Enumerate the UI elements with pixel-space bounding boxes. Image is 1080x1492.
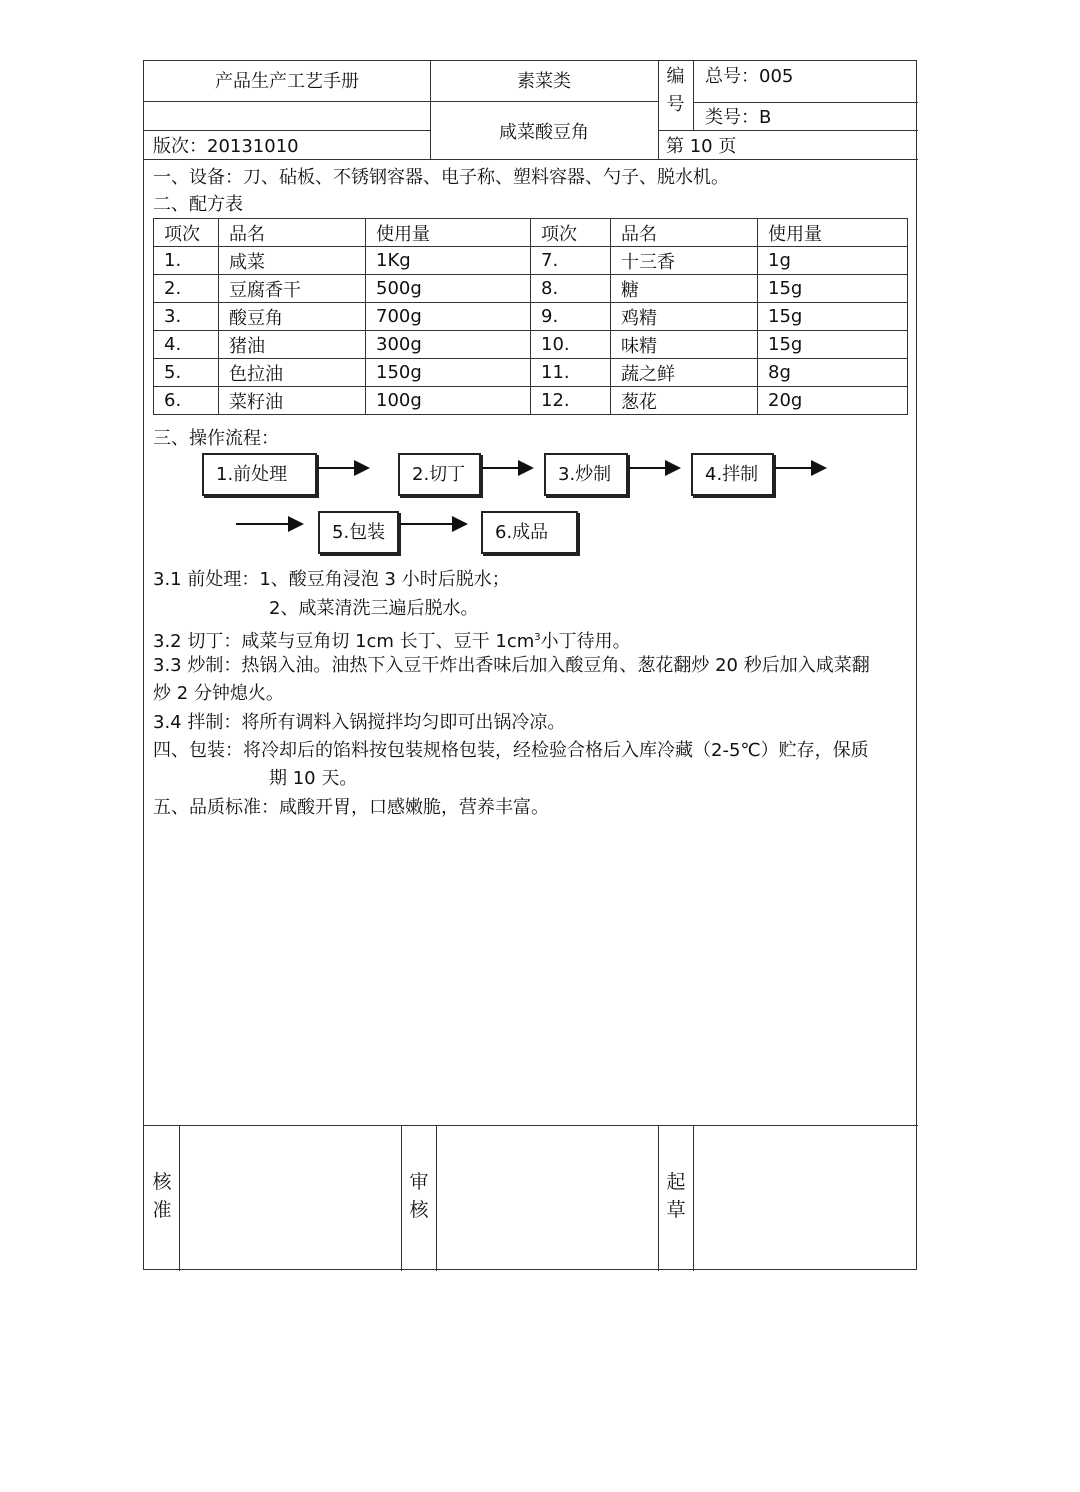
table-row bbox=[154, 387, 908, 415]
header-cell: 项次 bbox=[154, 219, 219, 247]
packaging-line: 四、包装：将冷却后的馅料按包装规格包装，经检验合格后入库冷藏（2-5℃）贮存，保质 bbox=[153, 740, 869, 761]
ingredient-name: 猪油 bbox=[219, 331, 366, 359]
review-signature-field[interactable] bbox=[437, 1126, 657, 1270]
flow-step-dice: 2.切丁 bbox=[398, 453, 481, 496]
step-3-4: 3.4 拌制：将所有调料入锅搅拌均匀即可出锅冷凉。 bbox=[153, 712, 566, 733]
process-manual-sheet bbox=[143, 60, 917, 1270]
item-number: 11. bbox=[531, 359, 611, 387]
review-label: 审核 bbox=[409, 1171, 429, 1221]
ingredient-name: 蔬之鲜 bbox=[611, 359, 758, 387]
ingredient-name: 十三香 bbox=[611, 247, 758, 275]
header-cell: 使用量 bbox=[758, 219, 908, 247]
footer-divider bbox=[658, 1125, 659, 1271]
item-number: 10. bbox=[531, 331, 611, 359]
item-number: 9. bbox=[531, 303, 611, 331]
table-row bbox=[154, 275, 908, 303]
header-rule bbox=[144, 159, 918, 160]
product-name: 咸菜酸豆角 bbox=[499, 122, 589, 143]
ingredient-name: 菜籽油 bbox=[219, 387, 366, 415]
ingredient-name: 咸菜 bbox=[219, 247, 366, 275]
header-cell: 品名 bbox=[219, 219, 366, 247]
flow-arrow bbox=[775, 467, 825, 469]
flow-step-stirfry: 3.炒制 bbox=[544, 453, 628, 496]
flow-step-pretreat: 1.前处理 bbox=[202, 453, 317, 496]
table-row bbox=[154, 331, 908, 359]
table-row bbox=[154, 247, 908, 275]
ingredient-name: 味精 bbox=[611, 331, 758, 359]
ingredient-amount: 15g bbox=[758, 275, 908, 303]
flow-arrow bbox=[482, 467, 532, 469]
manual-title: 产品生产工艺手册 bbox=[215, 71, 359, 92]
step-3-3-cont: 炒 2 分钟熄火。 bbox=[153, 683, 284, 704]
packaging-line-cont: 期 10 天。 bbox=[269, 768, 358, 789]
flow-step-finished: 6.成品 bbox=[481, 511, 578, 554]
ingredient-amount: 15g bbox=[758, 303, 908, 331]
ingredient-amount: 20g bbox=[758, 387, 908, 415]
header-divider bbox=[693, 61, 694, 130]
header-cell: 项次 bbox=[531, 219, 611, 247]
header-rule bbox=[658, 130, 918, 131]
item-number: 7. bbox=[531, 247, 611, 275]
ingredient-amount: 150g bbox=[366, 359, 531, 387]
table-row bbox=[154, 359, 908, 387]
flow-step-mix: 4.拌制 bbox=[691, 453, 774, 496]
flow-arrow bbox=[400, 523, 466, 525]
ingredient-name: 糖 bbox=[611, 275, 758, 303]
equipment-line: 一、设备：刀、砧板、不锈钢容器、电子称、塑料容器、勺子、脱水机。 bbox=[153, 167, 729, 188]
flow-arrow bbox=[318, 467, 368, 469]
ingredient-amount: 100g bbox=[366, 387, 531, 415]
recipe-header-row bbox=[154, 219, 908, 247]
step-3-2-text: 3.2 切丁：咸菜与豆角切 1cm 长丁、豆干 1cm bbox=[153, 631, 535, 652]
ingredient-amount: 300g bbox=[366, 331, 531, 359]
total-number: 总号：005 bbox=[705, 66, 794, 87]
ingredient-amount: 500g bbox=[366, 275, 531, 303]
process-flow-title: 三、操作流程： bbox=[153, 428, 279, 449]
ingredient-name: 色拉油 bbox=[219, 359, 366, 387]
item-number: 5. bbox=[154, 359, 219, 387]
ingredient-name: 葱花 bbox=[611, 387, 758, 415]
item-number: 2. bbox=[154, 275, 219, 303]
ingredient-amount: 1g bbox=[758, 247, 908, 275]
step-3-3: 3.3 炒制：热锅入油。油热下入豆干炸出香味后加入酸豆角、葱花翻炒 20 秒后加入咸菜翻 bbox=[153, 655, 870, 676]
draft-signature-field[interactable] bbox=[694, 1126, 916, 1270]
flow-step-package: 5.包装 bbox=[318, 511, 399, 554]
ingredient-amount: 8g bbox=[758, 359, 908, 387]
quality-standard: 五、品质标准：咸酸开胃，口感嫩脆，营养丰富。 bbox=[153, 797, 549, 818]
ingredient-amount: 1Kg bbox=[366, 247, 531, 275]
ingredient-amount: 15g bbox=[758, 331, 908, 359]
item-number: 8. bbox=[531, 275, 611, 303]
version-label: 版次：20131010 bbox=[153, 136, 299, 157]
ingredient-name: 豆腐香干 bbox=[219, 275, 366, 303]
class-number: 类号：B bbox=[705, 107, 772, 128]
step-3-2 bbox=[153, 626, 631, 654]
header-cell: 品名 bbox=[611, 219, 758, 247]
ingredient-amount: 700g bbox=[366, 303, 531, 331]
recipe-title: 二、配方表 bbox=[153, 194, 243, 215]
header-rule bbox=[693, 102, 918, 103]
category-label: 素菜类 bbox=[517, 71, 571, 92]
step-3-1: 3.1 前处理：1、酸豆角浸泡 3 小时后脱水； bbox=[153, 569, 510, 590]
approve-label: 核准 bbox=[152, 1171, 172, 1221]
header-rule bbox=[144, 101, 658, 102]
header-rule bbox=[144, 130, 430, 131]
item-number: 1. bbox=[154, 247, 219, 275]
draft-label: 起草 bbox=[666, 1171, 686, 1221]
flow-arrow bbox=[629, 467, 679, 469]
step-3-2-tail: 小丁待用。 bbox=[540, 631, 631, 652]
approve-signature-field[interactable] bbox=[180, 1126, 400, 1270]
item-number: 4. bbox=[154, 331, 219, 359]
header-cell: 使用量 bbox=[366, 219, 531, 247]
ingredient-name: 鸡精 bbox=[611, 303, 758, 331]
code-label: 编号 bbox=[666, 66, 685, 115]
item-number: 12. bbox=[531, 387, 611, 415]
flow-arrow bbox=[236, 523, 302, 525]
recipe-table bbox=[153, 218, 908, 415]
step-3-2-exponent: 3 bbox=[534, 632, 541, 643]
footer-divider bbox=[401, 1125, 402, 1271]
item-number: 6. bbox=[154, 387, 219, 415]
page-number: 第 10 页 bbox=[666, 136, 737, 157]
table-row bbox=[154, 303, 908, 331]
ingredient-name: 酸豆角 bbox=[219, 303, 366, 331]
item-number: 3. bbox=[154, 303, 219, 331]
step-3-1-cont: 2、咸菜清洗三遍后脱水。 bbox=[269, 598, 479, 619]
